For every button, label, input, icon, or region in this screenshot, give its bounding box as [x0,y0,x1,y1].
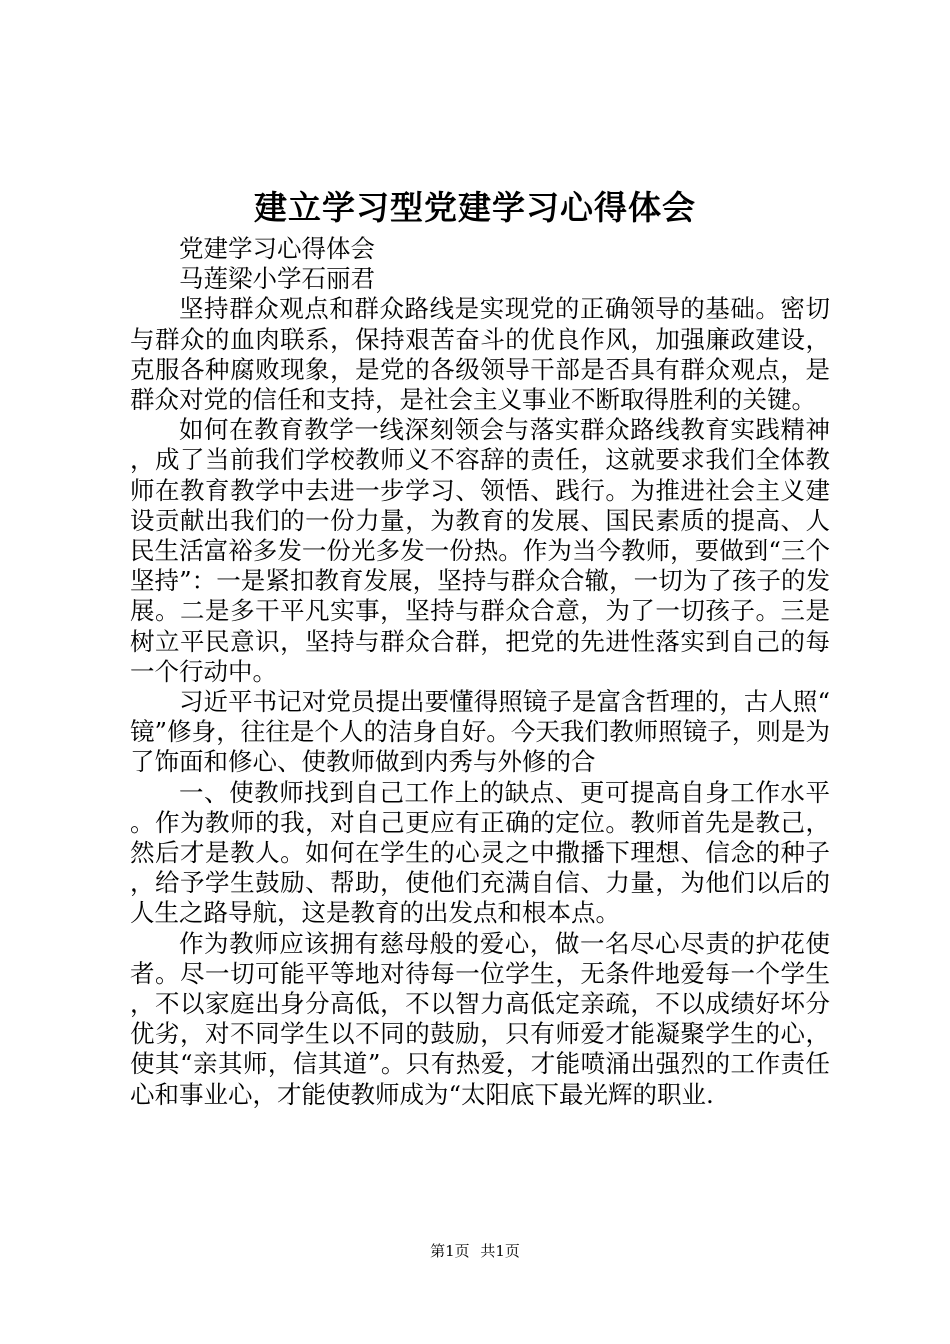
body-paragraph: 一、使教师找到自己工作上的缺点、更可提高自身工作水平。作为教师的我，对自己更应有正确的定位。教师首先是教己，然后才是教人。如何在学生的心灵之中撒播下理想、信念的种子，给予学生鼓励、帮助，使他们充满自信、力量，为他们以后的人生之路导航，这是教育的出发点和根本点。 [130,777,830,928]
author-paragraph: 马莲梁小学石丽君 [179,264,375,294]
document-title: 建立学习型党建学习心得体会 [254,188,696,227]
page-total: 共1页 [480,1242,520,1260]
document-body [130,234,830,1110]
page-footer [0,1241,950,1261]
body-paragraph: 坚持群众观点和群众路线是实现党的正确领导的基础。密切与群众的血肉联系，保持艰苦奋斗的优良作风，加强廉政建设，克服各种腐败现象，是党的各级领导干部是否具有群众观点，是群众对党的信任和支持，是社会主义事业不断取得胜利的关键。 [130,294,830,415]
body-paragraph: 习近平书记对党员提出要懂得照镜子是富含哲理的，古人照“镜”修身，往往是个人的洁身自好。今天我们教师照镜子，则是为了饰面和修心、使教师做到内秀与外修的合 [130,687,830,777]
subtitle-paragraph: 党建学习心得体会 [179,234,375,263]
body-paragraph: 作为教师应该拥有慈母般的爱心，做一名尽心尽责的护花使者。尽一切可能平等地对待每一位学生，无条件地爱每一个学生，不以家庭出身分高低，不以智力高低定亲疏，不以成绩好坏分优劣，对不同学生以不同的鼓励，只有师爱才能凝聚学生的心，使其“亲其师，信其道”。只有热爱，才能喷涌出强烈的工作责任心和事业心，才能使教师成为“太阳底下最光辉的职业. [130,928,830,1109]
page-number: 第1页 [430,1242,470,1260]
body-paragraph: 如何在教育教学一线深刻领会与落实群众路线教育实践精神，成了当前我们学校教师义不容辞的责任，这就要求我们全体教师在教育教学中去进一步学习、领悟、践行。为推进社会主义建设贡献出我们的一份力量，为教育的发展、国民素质的提高、人民生活富裕多发一份光多发一份热。作为当今教师，要做到“三个坚持”：一是紧扣教育发展，坚持与群众合辙，一切为了孩子的发展。二是多干平凡实事，坚持与群众合意，为了一切孩子。三是树立平民意识，坚持与群众合群，把党的先进性落实到自己的每一个行动中。 [130,415,830,686]
